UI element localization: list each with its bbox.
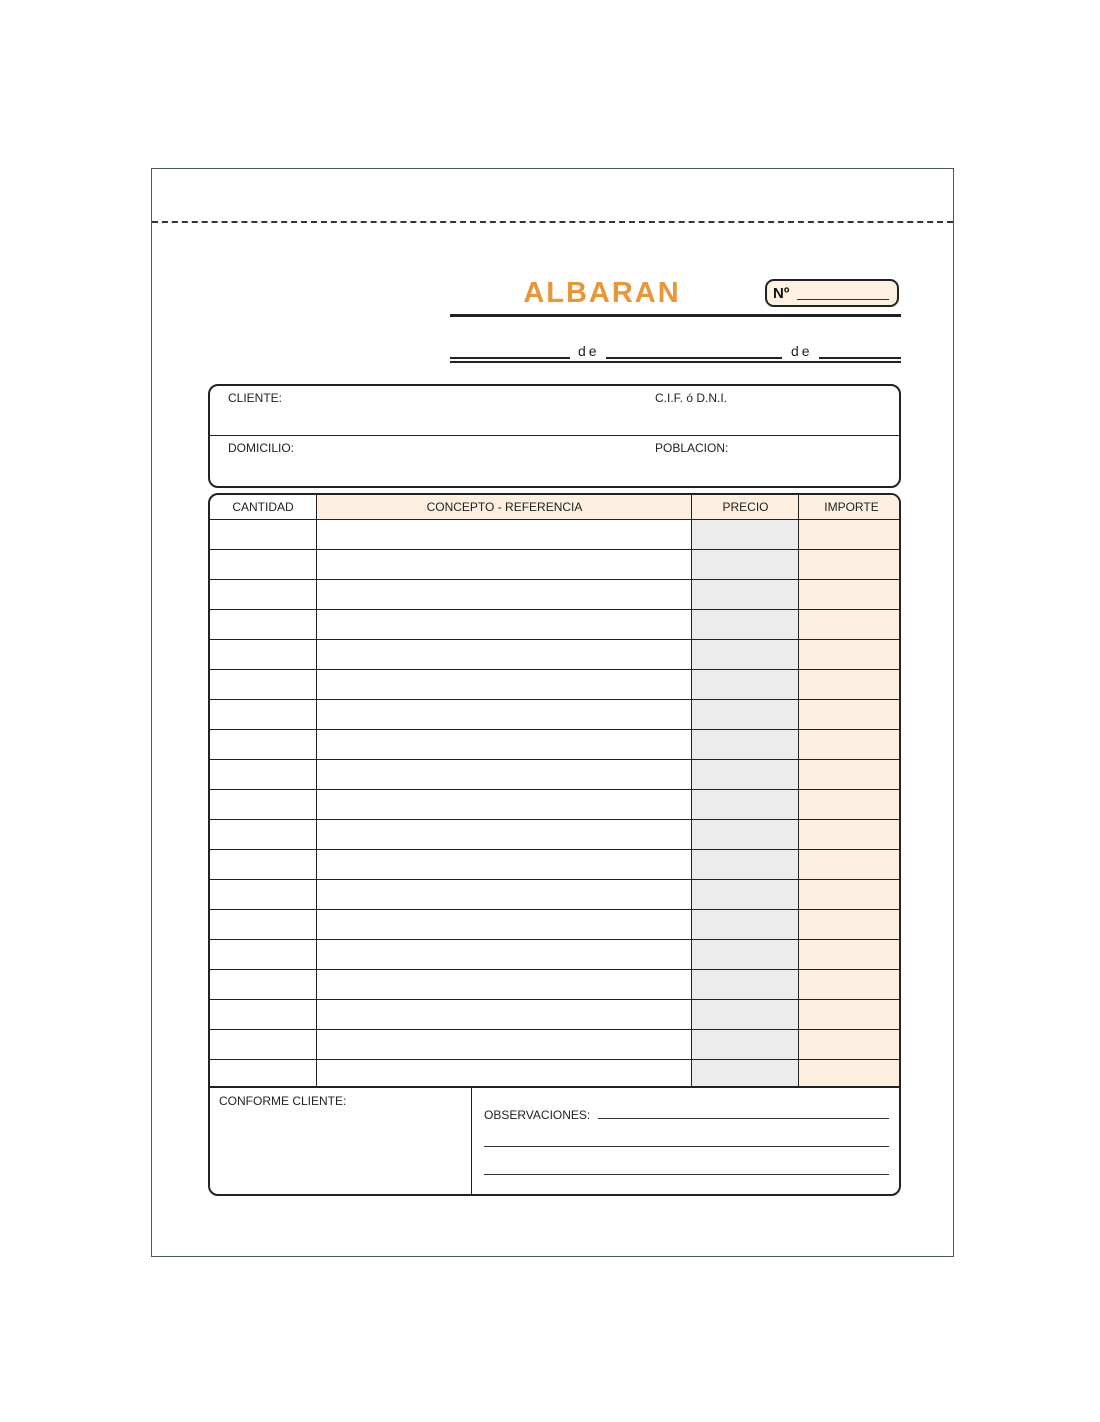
date-word-2: de [791,343,813,359]
table-row-line [210,909,899,910]
header-precio: PRECIO [692,495,799,520]
header-concepto: CONCEPTO - REFERENCIA [317,495,692,520]
perforation-line [152,221,953,223]
header-importe: IMPORTE [799,495,901,520]
table-row-line [210,1059,899,1060]
cif-label: C.I.F. ó D.N.I. [655,391,728,405]
table-row-line [210,759,899,760]
observaciones-label: OBSERVACIONES: [484,1108,591,1122]
number-fill-line [797,299,889,300]
table-row-line [210,579,899,580]
header-cantidad: CANTIDAD [210,495,316,520]
domicilio-label: DOMICILIO: [228,441,295,455]
date-underline [450,361,901,363]
client-box [208,384,901,488]
document-number-field[interactable] [765,279,899,307]
table-row-line [210,609,899,610]
observaciones-line-2[interactable] [484,1146,889,1147]
table-row-line [210,1029,899,1030]
items-table [208,493,901,1196]
date-month-line [606,357,782,359]
observaciones-line-3[interactable] [484,1174,889,1175]
date-field[interactable] [450,341,901,363]
table-footer [210,1086,899,1194]
conforme-label: CONFORME CLIENTE: [219,1094,347,1108]
table-row-line [210,879,899,880]
table-row-line [210,819,899,820]
table-row-line [210,789,899,790]
date-day-line [450,357,570,359]
title-underline [450,314,901,317]
cliente-label: CLIENTE: [228,391,283,405]
table-row-line [210,729,899,730]
observaciones-line-1[interactable] [598,1118,889,1119]
number-label: Nº [773,285,790,302]
table-row-line [210,849,899,850]
table-row-line [210,999,899,1000]
client-divider [210,435,899,436]
date-word-1: de [578,343,600,359]
table-row-line [210,939,899,940]
table-row-line [210,639,899,640]
footer-divider [471,1088,472,1194]
poblacion-label: POBLACION: [655,441,729,455]
table-row-line [210,969,899,970]
document-title: ALBARAN [523,277,681,309]
albaran-form-sheet [151,168,954,1257]
table-row-line [210,669,899,670]
date-year-line [819,357,901,359]
table-row-line [210,699,899,700]
table-row-line [210,549,899,550]
